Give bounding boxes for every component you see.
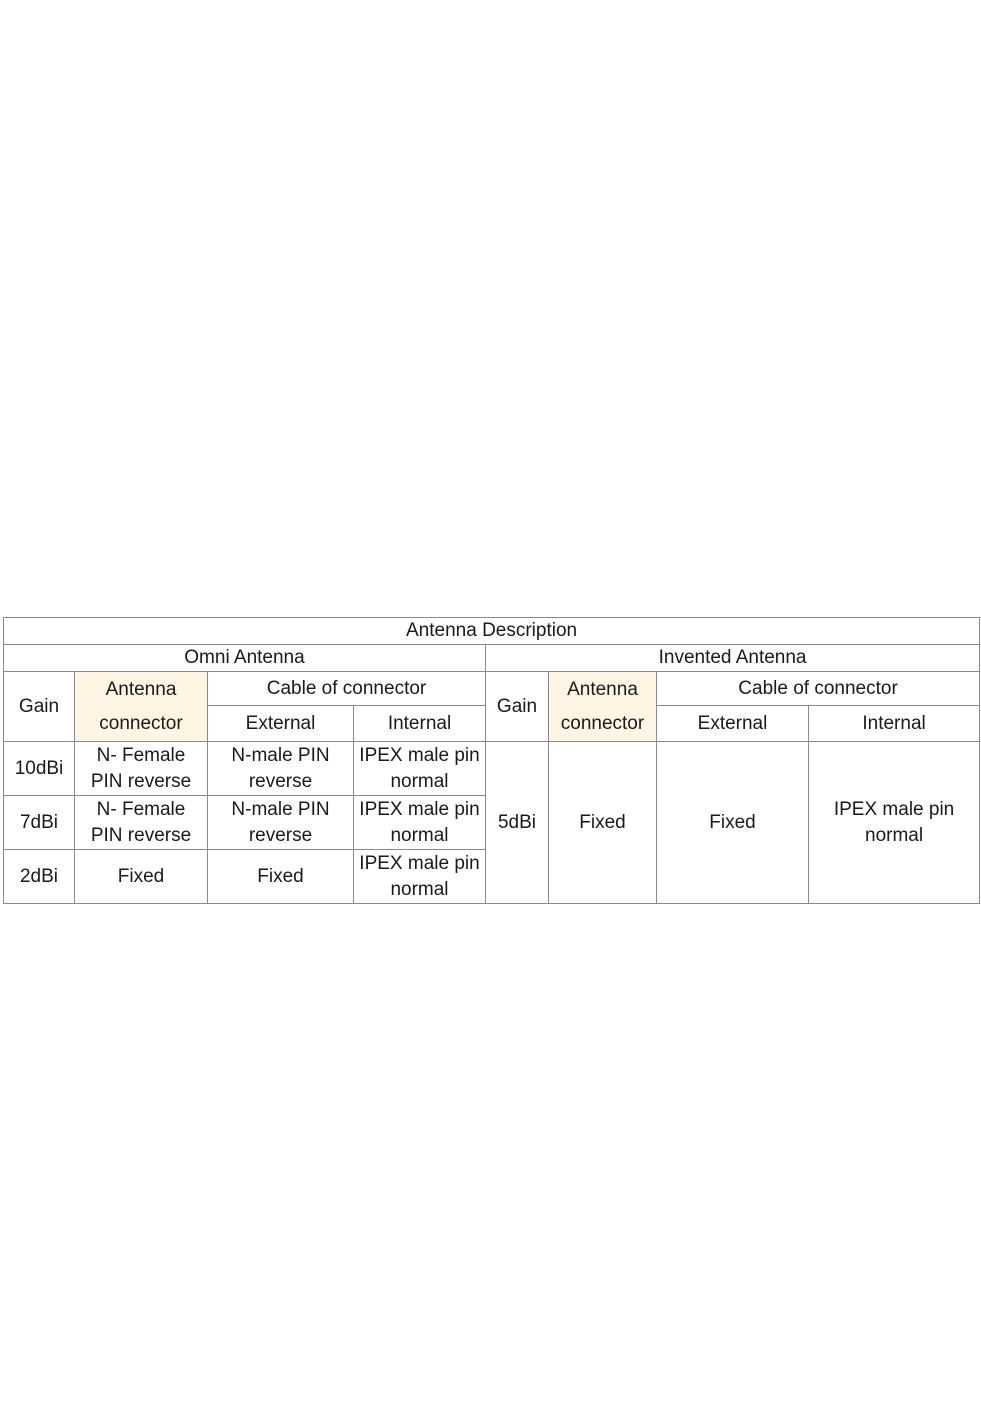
omni-antenna-connector-line2: connector <box>79 711 203 737</box>
invented-antenna-connector-line2: connector <box>553 711 652 737</box>
omni-connector-cell: N- Female PIN reverse <box>75 742 208 796</box>
invented-internal-header: Internal <box>809 706 980 742</box>
omni-internal-cell: IPEX male pin normal <box>354 850 486 904</box>
omni-gain-cell: 7dBi <box>4 796 75 850</box>
omni-internal-cell: IPEX male pin normal <box>354 796 486 850</box>
invented-internal-cell: IPEX male pin normal <box>809 742 980 904</box>
invented-cable-header: Cable of connector <box>657 672 980 706</box>
omni-connector-cell: Fixed <box>75 850 208 904</box>
invented-external-header: External <box>657 706 809 742</box>
omni-connector-cell: N- Female PIN reverse <box>75 796 208 850</box>
invented-antenna-connector-header <box>549 672 657 742</box>
omni-gain-cell: 10dBi <box>4 742 75 796</box>
invented-gain-header: Gain <box>486 672 549 742</box>
antenna-description-table <box>3 617 980 904</box>
omni-gain-cell: 2dBi <box>4 850 75 904</box>
omni-internal-cell: IPEX male pin normal <box>354 742 486 796</box>
table-title: Antenna Description <box>4 618 980 645</box>
omni-antenna-header: Omni Antenna <box>4 645 486 672</box>
omni-external-cell: Fixed <box>208 850 354 904</box>
invented-external-cell: Fixed <box>657 742 809 904</box>
omni-cable-header: Cable of connector <box>208 672 486 706</box>
omni-external-cell: N-male PIN reverse <box>208 742 354 796</box>
invented-antenna-connector-line1: Antenna <box>553 677 652 703</box>
invented-connector-cell: Fixed <box>549 742 657 904</box>
omni-gain-header: Gain <box>4 672 75 742</box>
table-row <box>4 742 980 796</box>
omni-external-cell: N-male PIN reverse <box>208 796 354 850</box>
omni-external-header: External <box>208 706 354 742</box>
omni-internal-header: Internal <box>354 706 486 742</box>
invented-antenna-header: Invented Antenna <box>486 645 980 672</box>
invented-gain-cell: 5dBi <box>486 742 549 904</box>
omni-antenna-connector-line1: Antenna <box>79 677 203 703</box>
omni-antenna-connector-header <box>75 672 208 742</box>
